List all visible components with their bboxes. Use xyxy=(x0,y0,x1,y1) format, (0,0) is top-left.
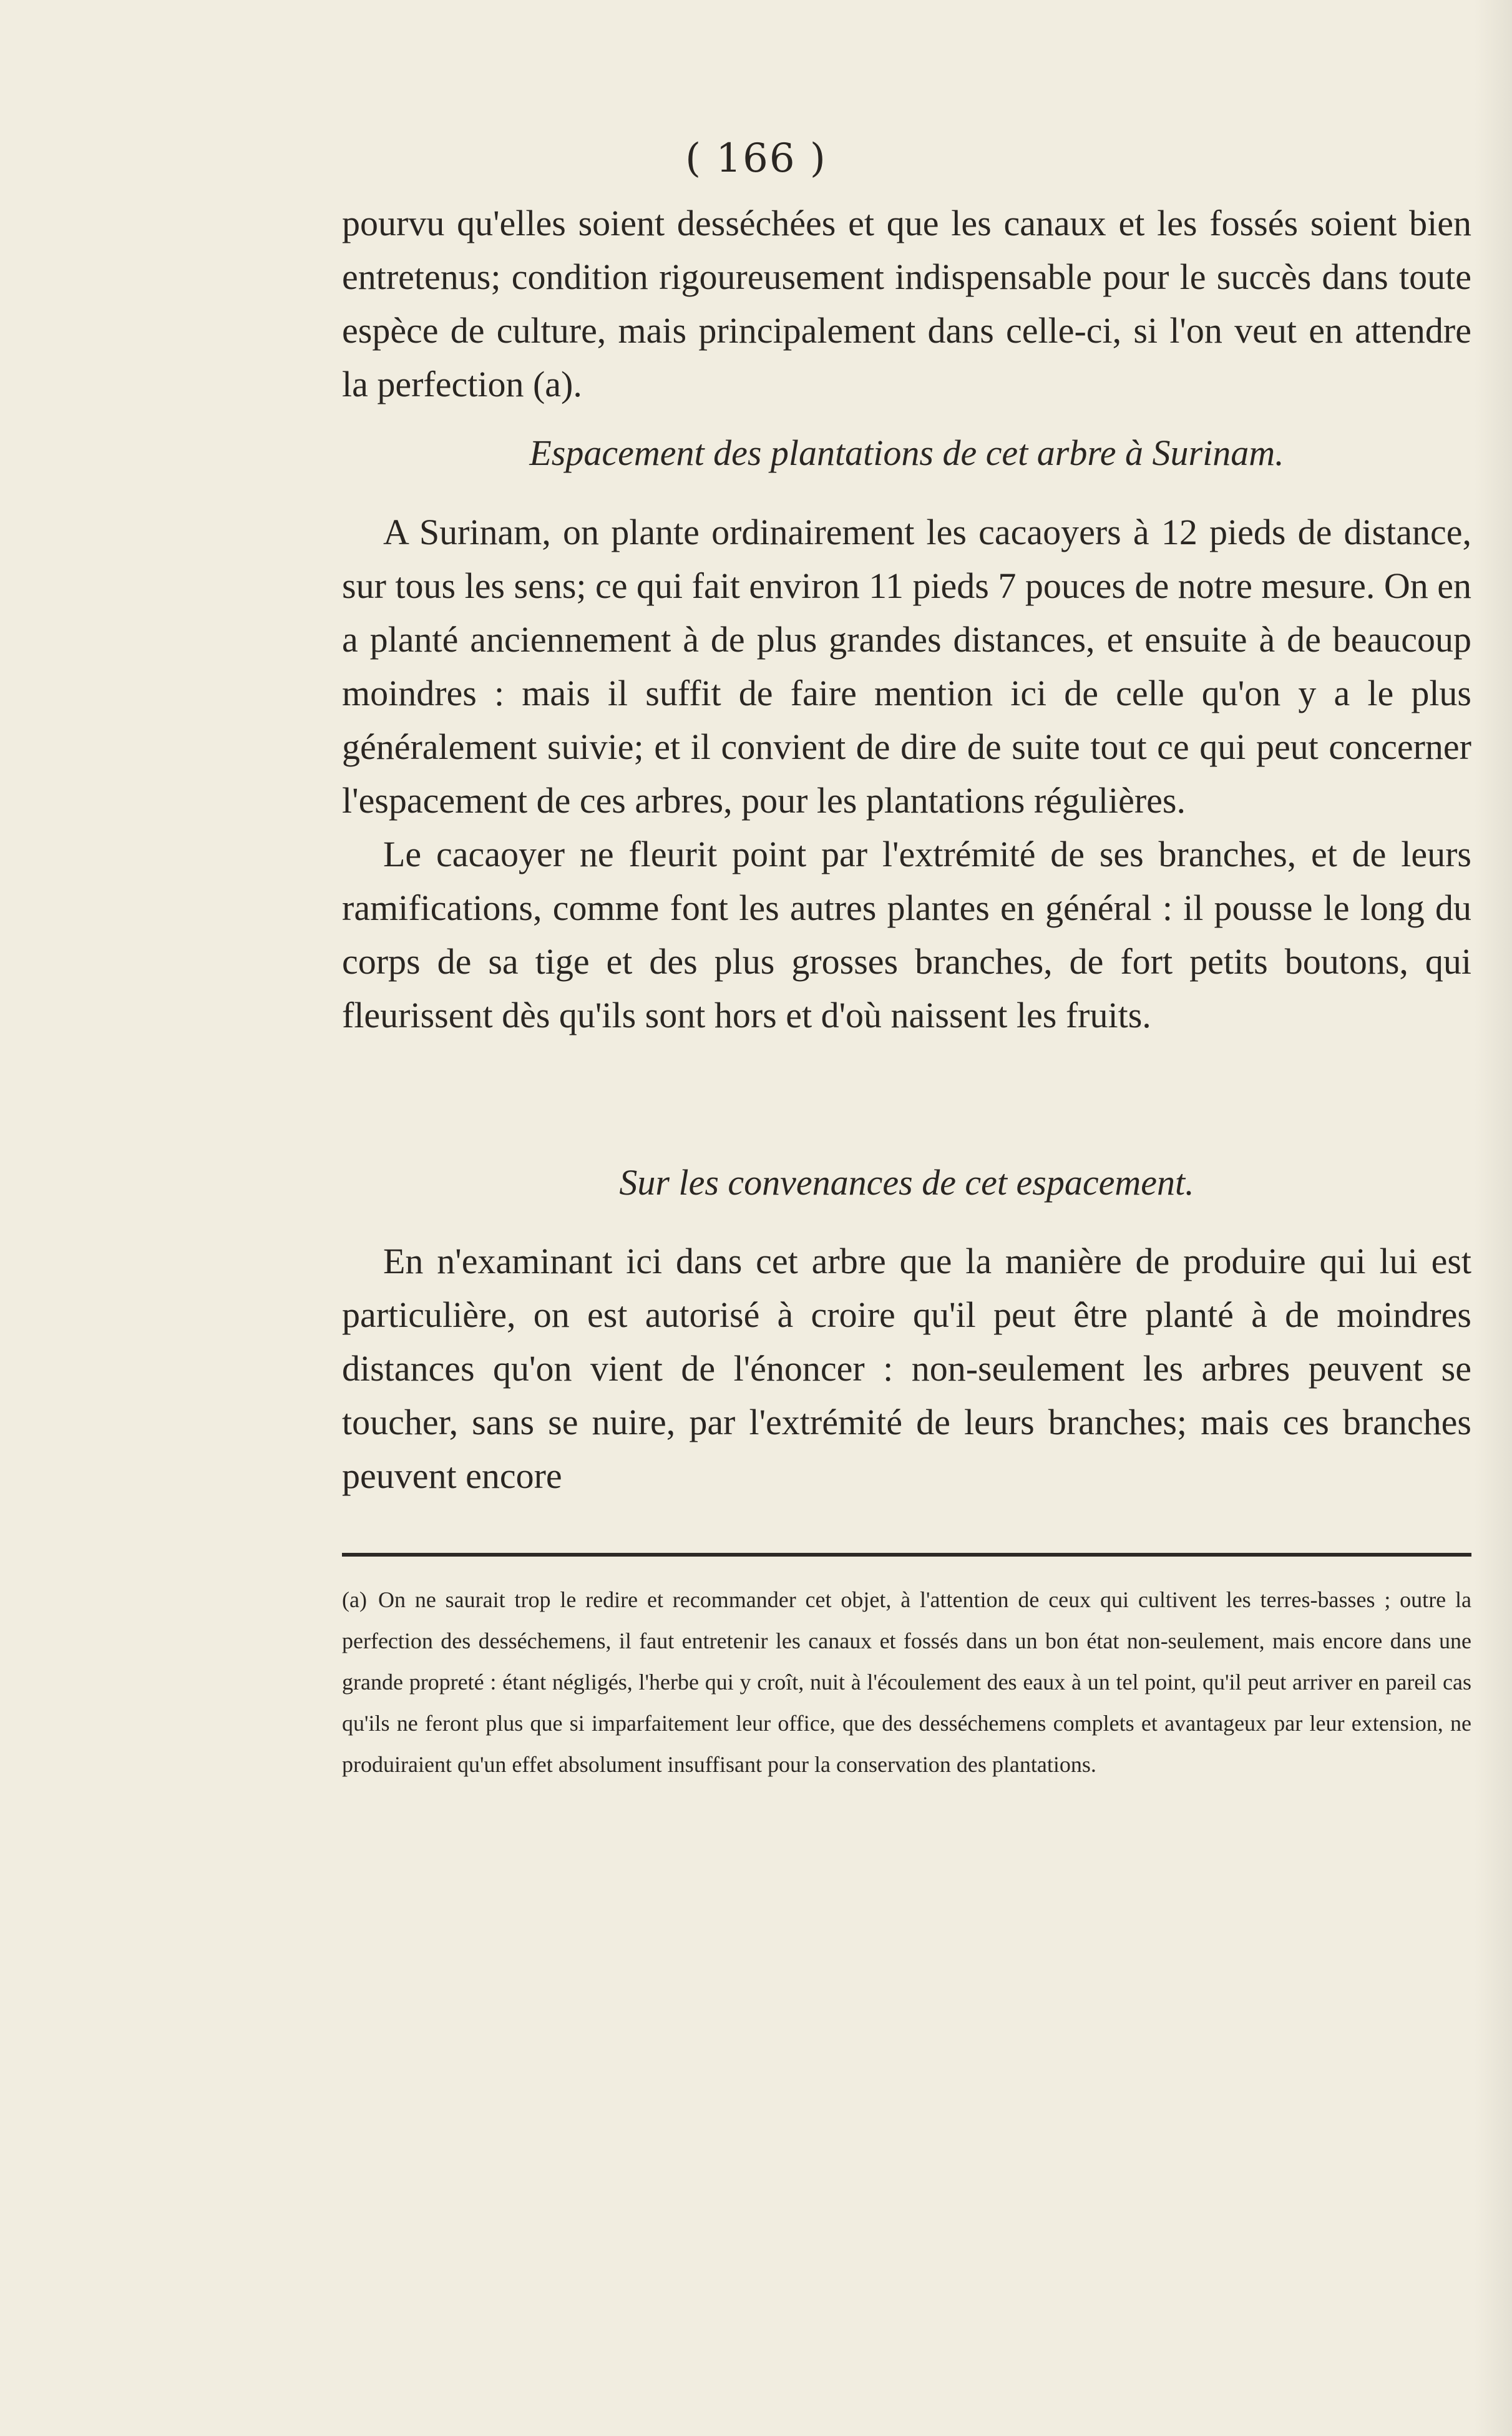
footnote-text: On ne saurait trop le redire et recommander cet objet, à l'attention de ceux qui cultivent les terres-basses ; outre la perfection des desséchemens, il faut entretenir les canaux et fossés dans un bon état non-seulement, mais encore dans une grande propreté : étant négligés, l'herbe qui y croît, nuit à l'écoulement des eaux à un tel point, qu'il peut arriver en pareil cas qu'ils ne feront plus que si imparfaitement leur office, que des desséchemens complets et avantageux par leur extension, ne produiraient qu'un effet absolument insuffisant pour la conservation des plantations. xyxy=(342,1587,1471,1777)
paragraph: Le cacaoyer ne fleurit point par l'extrémité de ses branches, et de leurs ramifications, comme font les autres plantes en général : il pousse le long du corps de sa tige et des plus grosses branches, de fort petits boutons, qui fleurissent dès qu'ils sont hors et d'où naissent les fruits. xyxy=(342,834,1471,1035)
body-text-bottom xyxy=(342,1235,1471,1503)
page-edge xyxy=(1475,0,1512,2436)
paragraph: En n'examinant ici dans cet arbre que la manière de produire qui lui est particulière, on est autorisé à croire qu'il peut être planté à de moindres distances qu'on vient de l'énoncer : non-seulement les arbres peuvent se toucher, sans se nuire, par l'extrémité de leurs branches; mais ces branches peuvent encore xyxy=(342,1241,1471,1496)
footnote xyxy=(342,1579,1471,1785)
body-text-top xyxy=(342,197,1471,411)
body-text-middle xyxy=(342,506,1471,1042)
paragraph: pourvu qu'elles soient desséchées et que les canaux et les fossés soient bien entretenus; condition rigoureusement indispensable pour le succès dans toute espèce de culture, mais principalement dans celle-ci, si l'on veut en attendre la perfection (a). xyxy=(342,203,1471,404)
section-heading-spacing: Espacement des plantations de cet arbre à Surinam. xyxy=(529,433,1284,473)
page-number: ( 166 ) xyxy=(685,135,827,182)
footnote-divider xyxy=(342,1553,1471,1557)
section-heading-convenances: Sur les convenances de cet espacement. xyxy=(619,1162,1194,1203)
paragraph: A Surinam, on plante ordinairement les cacaoyers à 12 pieds de distance, sur tous les sens; ce qui fait environ 11 pieds 7 pouces de notre mesure. On en a planté anciennement à de plus grandes distances, et ensuite à de beaucoup moindres : mais il suffit de faire mention ici de celle qu'on y a le plus généralement suivie; et il convient de dire de suite tout ce qui peut concerner l'espacement de ces arbres, pour les plantations régulières. xyxy=(342,512,1471,821)
footnote-marker: (a) xyxy=(342,1587,367,1612)
